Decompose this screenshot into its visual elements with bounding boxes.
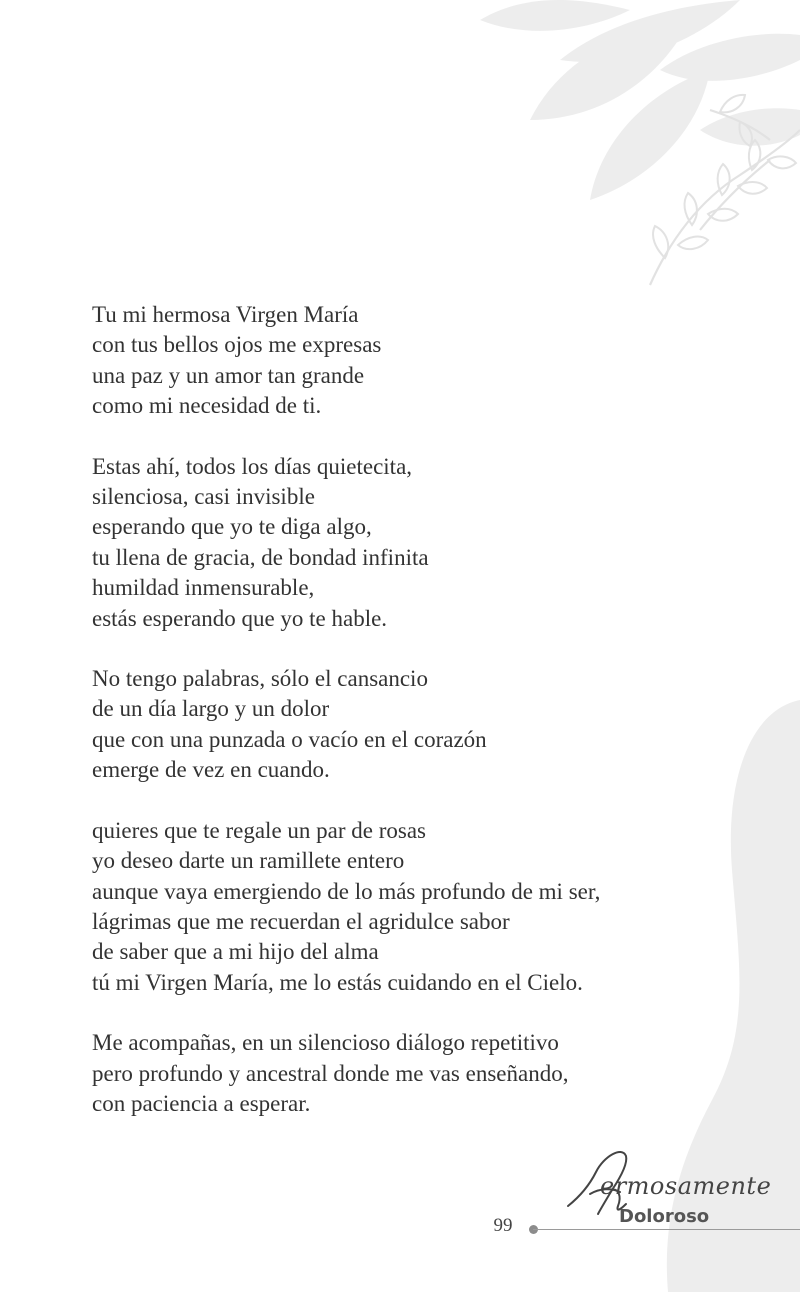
stanza — [92, 300, 732, 422]
brand-subtitle: Doloroso — [619, 1206, 710, 1227]
poem — [92, 300, 732, 1149]
poem-line: esperando que yo te diga algo, — [92, 514, 372, 540]
poem-line: Estas ahí, todos los días quietecita, — [92, 453, 413, 479]
poem-line: pero profundo y ancestral donde me vas enseñando, — [92, 1060, 569, 1086]
poem-line: humildad inmensurable, — [92, 575, 315, 601]
poem-line: No tengo palabras, sólo el cansancio — [92, 666, 428, 692]
poem-line: de un día largo y un dolor — [92, 696, 330, 722]
stanza — [92, 452, 732, 634]
stanza — [92, 816, 732, 998]
poem-line: quieres que te regale un par de rosas — [92, 817, 426, 843]
stanza — [92, 664, 732, 786]
poem-line: estás esperando que yo te hable. — [92, 605, 388, 631]
poem-line: de saber que a mi hijo del alma — [92, 939, 379, 965]
poem-line: como mi necesidad de ti. — [92, 393, 322, 419]
footer-rule — [533, 1229, 800, 1230]
poem-line: tú mi Virgen María, me lo estás cuidando en el Cielo. — [92, 969, 583, 995]
poem-line: con paciencia a esperar. — [92, 1090, 311, 1116]
poem-line: tu llena de gracia, de bondad infinita — [92, 544, 429, 570]
poem-line: lágrimas que me recuerdan el agridulce sabor — [92, 908, 510, 934]
poem-line: Tu mi hermosa Virgen María — [92, 302, 359, 327]
leaf-decoration — [470, 0, 800, 290]
page-number: 99 — [493, 1215, 513, 1236]
poem-line: una paz y un amor tan grande — [92, 362, 365, 388]
brand-script: ermosamente — [600, 1172, 772, 1200]
stanza — [92, 1028, 732, 1119]
poem-line: que con una punzada o vacío en el corazón — [92, 726, 487, 752]
poem-line: emerge de vez en cuando. — [92, 757, 330, 783]
poem-line: silenciosa, casi invisible — [92, 484, 315, 510]
poem-line: yo deseo darte un ramillete entero — [92, 848, 405, 874]
poem-line: con tus bellos ojos me expresas — [92, 332, 382, 358]
poem-line: Me acompañas, en un silencioso diálogo repetitivo — [92, 1030, 559, 1056]
poem-line: aunque vaya emergiendo de lo más profundo de mi ser, — [92, 878, 601, 904]
